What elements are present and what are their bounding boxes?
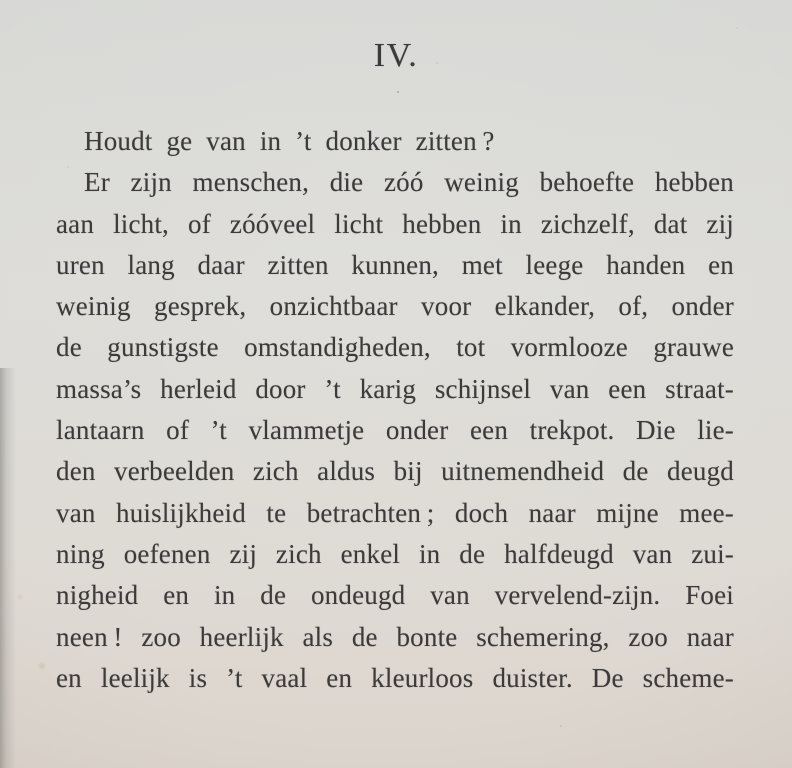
text-line: Houdt ge van in ’t donker zitten ? <box>84 126 495 156</box>
text-line: weinig gesprek, onzichtbaar voor elkander, of, onder <box>56 291 734 322</box>
text-block <box>56 121 734 699</box>
text-line: Er zijn menschen, die zóó weinig behoefte hebben <box>84 167 734 198</box>
text-line: nigheid en in de ondeugd van vervelend-zijn. Foei <box>56 580 734 611</box>
text-line: aan licht, of zóóveel licht hebben in zichzelf, dat zij <box>56 208 734 239</box>
text-line: massa’s herleid door ’t karig schijnsel van een straat- <box>56 373 734 404</box>
text-line: en leelijk is ’t vaal en kleurloos duister. De scheme- <box>56 662 734 693</box>
text-line: ning oefenen zij zich enkel in de halfdeugd van zui- <box>56 538 734 569</box>
text-line: neen ! zoo heerlijk als de bonte schemering, zoo naar <box>56 621 734 652</box>
text-line: uren lang daar zitten kunnen, met leege handen en <box>56 249 734 280</box>
text-line: van huislijkheid te betrachten ; doch naar mijne mee- <box>56 497 734 528</box>
text-line: lantaarn of ’t vlammetje onder een trekpot. Die lie- <box>56 415 734 446</box>
text-line: de gunstigste omstandigheden, tot vormlooze grauwe <box>56 332 734 363</box>
chapter-heading: IV. <box>373 37 419 74</box>
text-line: den verbeelden zich aldus bij uitnemendheid de deugd <box>56 456 734 487</box>
